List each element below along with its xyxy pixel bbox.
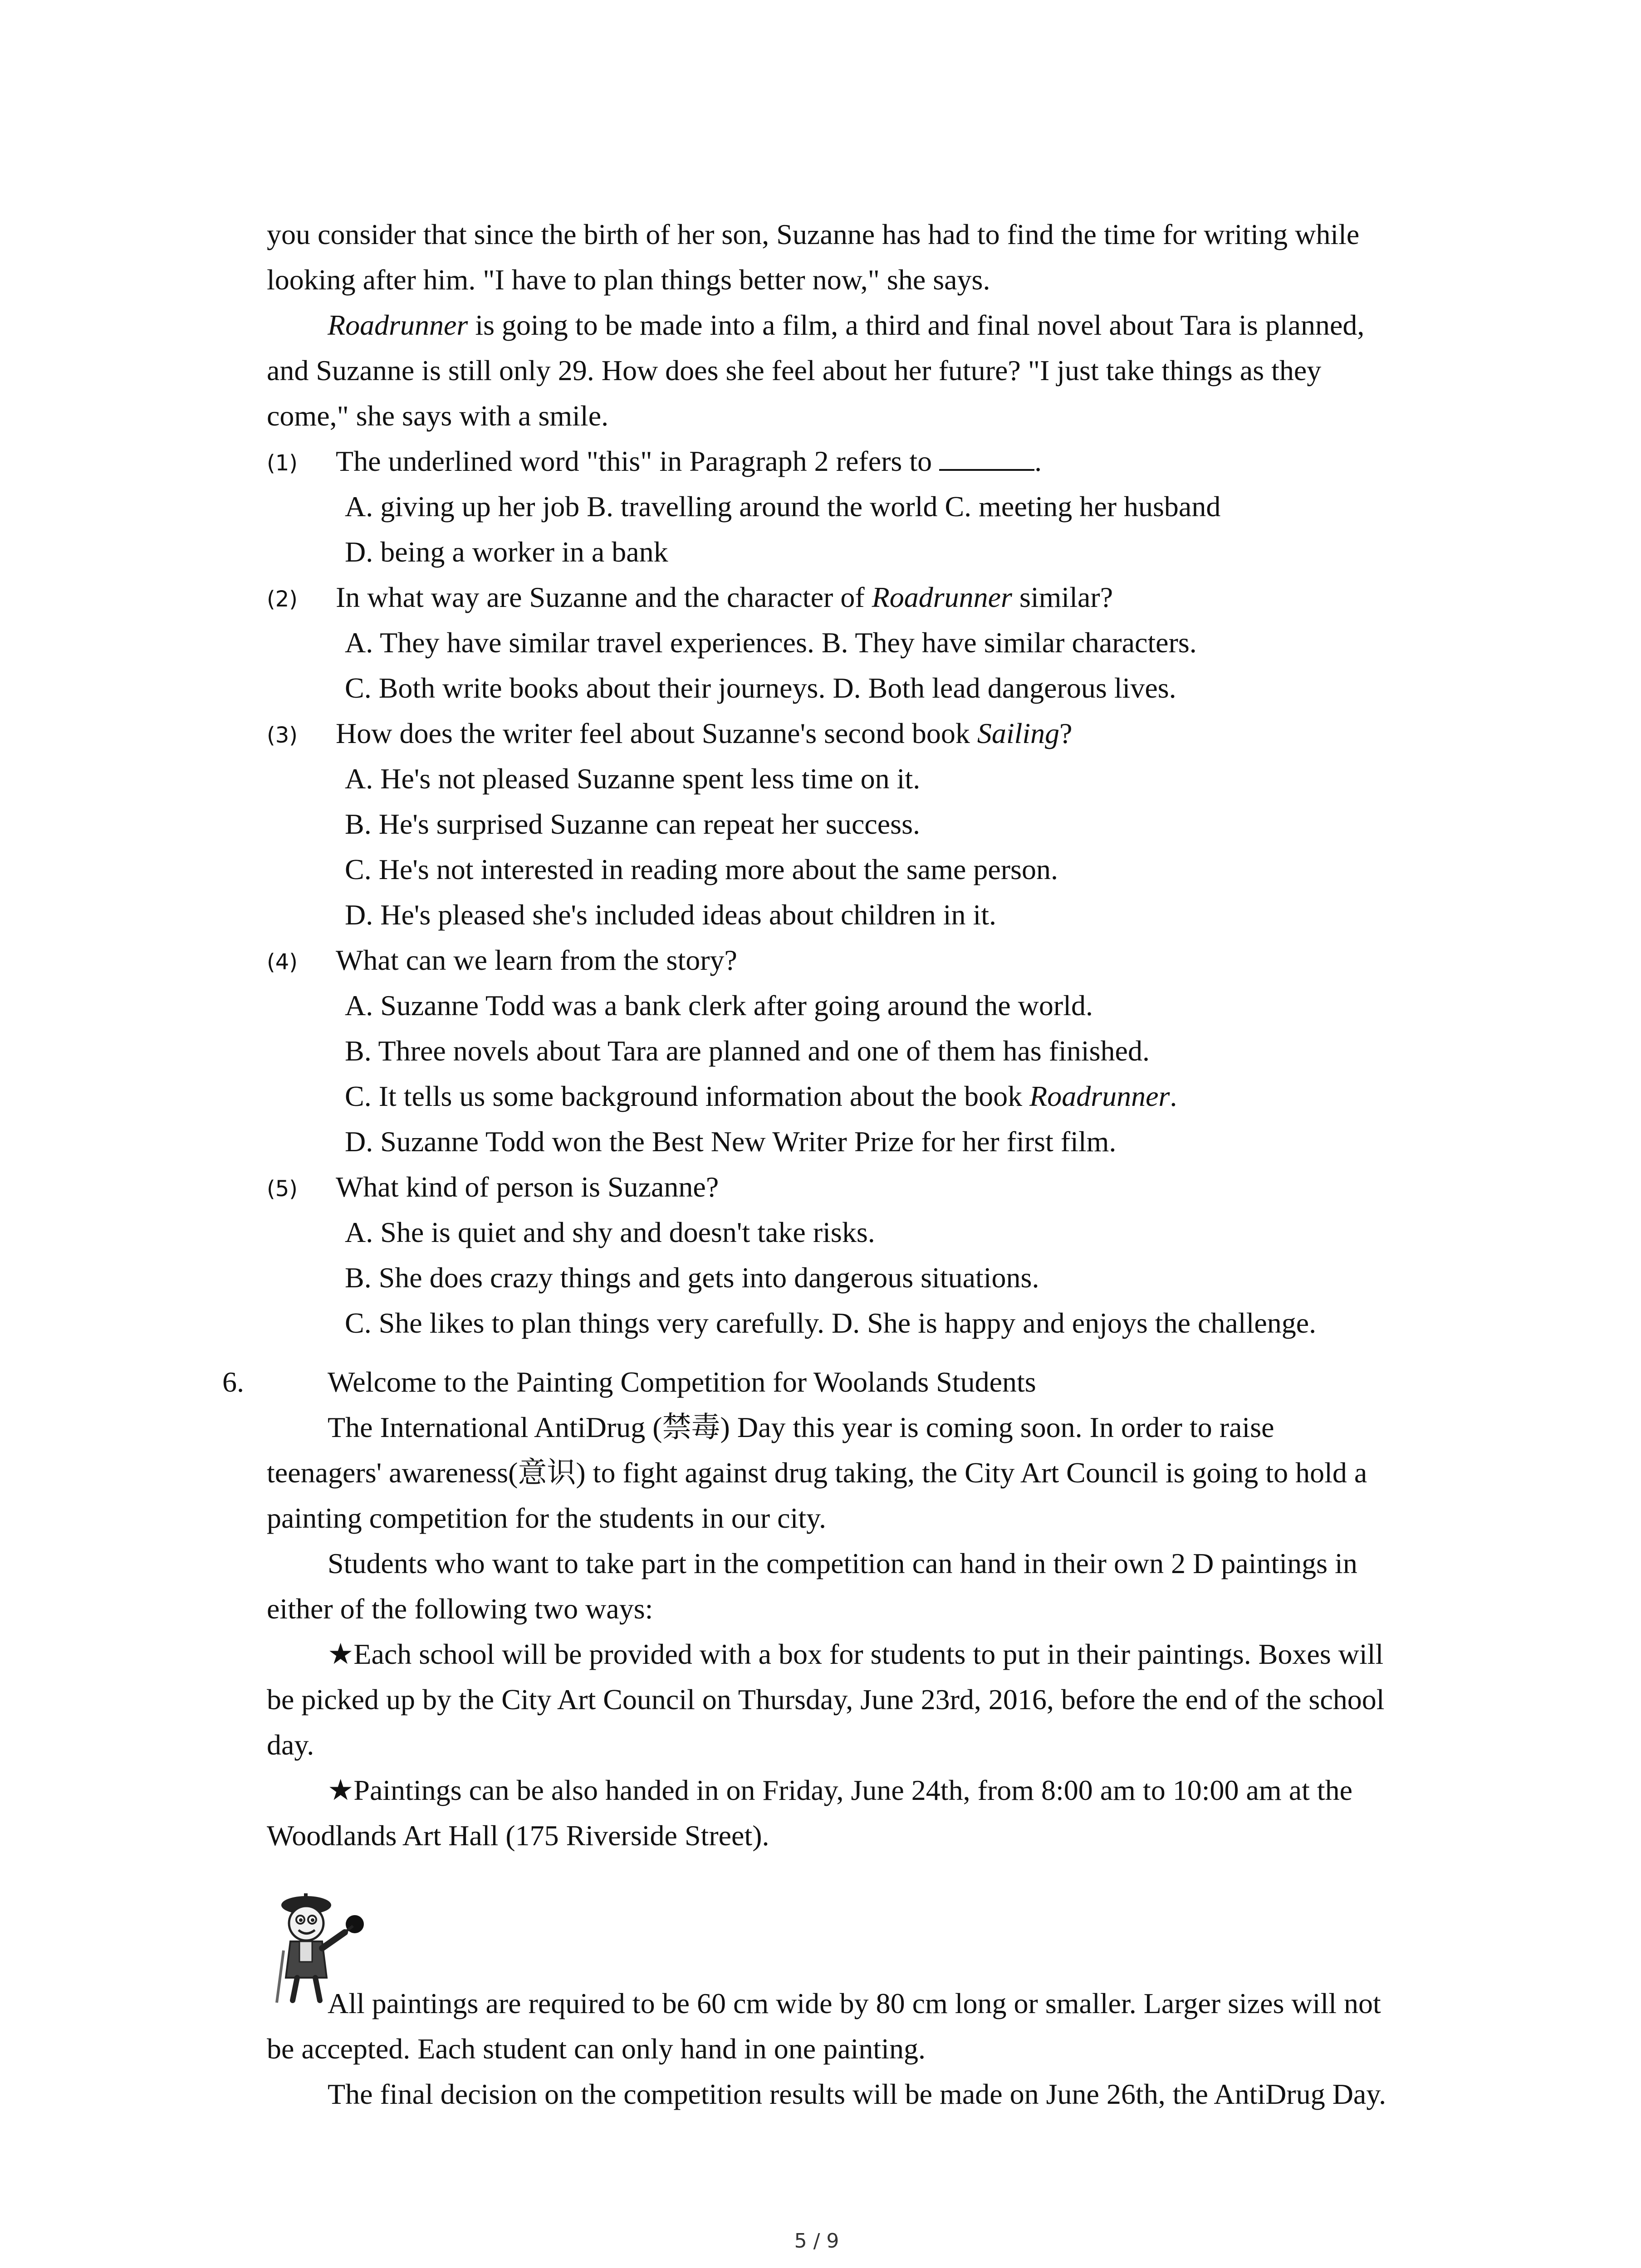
section-line: The final decision on the competition results will be made on June 26th, the AntiDrug Day. — [328, 2078, 1386, 2110]
answer-blank — [939, 447, 1034, 471]
section-line: All paintings are required to be 60 cm wide by 80 cm long or smaller. Larger sizes will not — [328, 1987, 1381, 2019]
question-number: (2) — [267, 587, 298, 612]
question-option: C. It tells us some background information about the book Roadrunner. — [345, 1080, 1177, 1112]
question-option: C. He's not interested in reading more about the same person. — [345, 853, 1058, 885]
question-option: A. Suzanne Todd was a bank clerk after going around the world. — [345, 989, 1093, 1022]
question-option: B. She does crazy things and gets into dangerous situations. — [345, 1261, 1039, 1294]
question-number: (1) — [267, 450, 298, 476]
section-line: The International AntiDrug (禁毒) Day this year is coming soon. In order to raise — [328, 1411, 1274, 1443]
section-line: painting competition for the students in our city. — [267, 1502, 826, 1534]
book-title: Roadrunner — [328, 309, 468, 341]
passage-line: you consider that since the birth of her son, Suzanne has had to find the time for writing while — [267, 218, 1360, 250]
section-line: ★Each school will be provided with a box for students to put in their paintings. Boxes will — [328, 1637, 1384, 1671]
section-line: be picked up by the City Art Council on Thursday, June 23rd, 2016, before the end of the school — [267, 1683, 1385, 1716]
passage-line: Roadrunner is going to be made into a film, a third and final novel about Tara is planned, — [328, 309, 1365, 341]
question-text: How does the writer feel about Suzanne's second book Sailing? — [336, 717, 1073, 749]
question-option: D. He's pleased she's included ideas about children in it. — [345, 899, 997, 931]
page-number: 5 / 9 — [794, 2229, 839, 2253]
question-text: The underlined word "this" in Paragraph 2 refers to . — [336, 445, 1042, 477]
question-number: (4) — [267, 949, 298, 975]
section-line: Students who want to take part in the competition can hand in their own 2 D paintings in — [328, 1547, 1357, 1579]
question-text: What kind of person is Suzanne? — [336, 1171, 719, 1203]
section-line: either of the following two ways: — [267, 1593, 653, 1625]
question-options: A. giving up her job B. travelling around the world C. meeting her husband — [345, 490, 1221, 523]
question-number: (3) — [267, 723, 298, 748]
question-number: (5) — [267, 1176, 298, 1202]
question-options: A. They have similar travel experiences. B. They have similar characters. — [345, 626, 1197, 659]
question-options: D. being a worker in a bank — [345, 536, 668, 568]
question-option: A. She is quiet and shy and doesn't take risks. — [345, 1216, 875, 1248]
star-icon: ★ — [328, 1637, 354, 1671]
question-text: In what way are Suzanne and the character of Roadrunner similar? — [336, 581, 1113, 613]
section-number: 6. — [222, 1366, 244, 1398]
question-option: B. Three novels about Tara are planned and one of them has finished. — [345, 1035, 1150, 1067]
passage-line: looking after him. "I have to plan things better now," she says. — [267, 264, 990, 296]
passage-line: and Suzanne is still only 29. How does she feel about her future? "I just take things as they — [267, 354, 1322, 386]
section-line: teenagers' awareness(意识) to fight against drug taking, the City Art Council is going to hold a — [267, 1457, 1367, 1489]
question-options: C. Both write books about their journeys. D. Both lead dangerous lives. — [345, 672, 1176, 704]
section-line: day. — [267, 1729, 314, 1761]
question-text: What can we learn from the story? — [336, 944, 737, 976]
question-option: B. He's surprised Suzanne can repeat her success. — [345, 808, 920, 840]
book-title: Sailing — [977, 717, 1060, 749]
star-icon: ★ — [328, 1774, 354, 1807]
book-title: Roadrunner — [1029, 1080, 1170, 1112]
question-option: A. He's not pleased Suzanne spent less time on it. — [345, 763, 921, 795]
passage-line: come," she says with a smile. — [267, 400, 609, 432]
section-line: be accepted. Each student can only hand in one painting. — [267, 2033, 926, 2065]
section-line: Woodlands Art Hall (175 Riverside Street). — [267, 1819, 769, 1852]
section-line: ★Paintings can be also handed in on Friday, June 24th, from 8:00 am to 10:00 am at the — [328, 1774, 1353, 1807]
book-title: Roadrunner — [872, 581, 1012, 613]
question-option: C. She likes to plan things very carefully. D. She is happy and enjoys the challenge. — [345, 1307, 1317, 1339]
section-title: Welcome to the Painting Competition for Woolands Students — [328, 1366, 1036, 1398]
question-option: D. Suzanne Todd won the Best New Writer Prize for her first film. — [345, 1125, 1117, 1158]
